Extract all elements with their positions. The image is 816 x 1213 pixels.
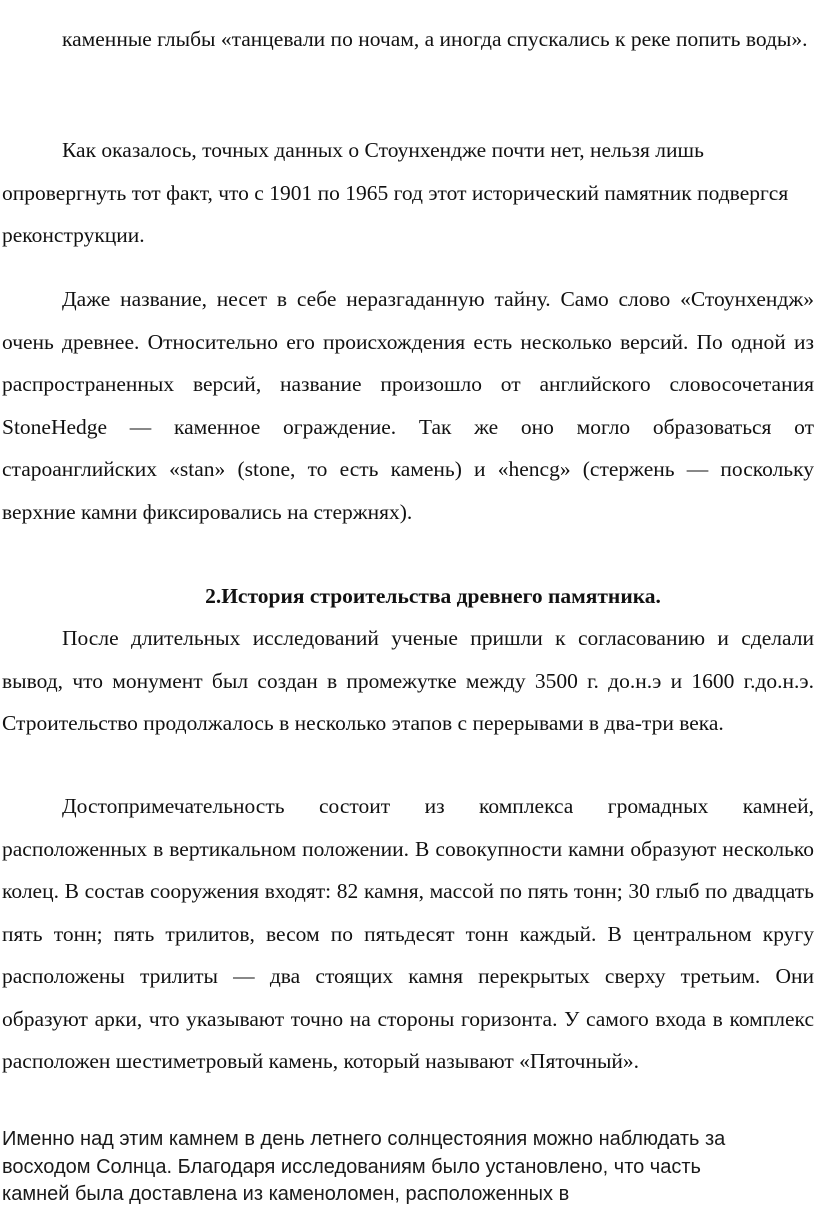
paragraph-dancing-stones: каменные глыбы «танцевали по ночам, а иногда спускались к реке попить воды».: [62, 27, 808, 51]
section-title: История строительства древнего памятника.: [221, 584, 661, 608]
paragraph-summer-solstice: [2, 1126, 814, 1209]
paragraph-name-origin: Даже название, несет в себе неразгаданную тайну. Само слово «Стоунхендж» очень древнее. Относительно его происхождения есть несколько версий. По одной из распространенных версий, название произошло от английского словосочетания StoneHedge — каменное ограждение. Так же оно могло образоваться от староанглийских «stan» (stone, то есть камень) и «hencg» (стержень — поскольку верхние камни фиксировались на стержнях).: [2, 287, 814, 524]
section-number: 2: [205, 584, 216, 608]
paragraph-stone-composition: Достопримечательность состоит из комплекса громадных камней, расположенных в вертикальном положении. В совокупности камни образуют несколько колец. В состав сооружения входят: 82 камня, массой по пять тонн; 30 глыб по двадцать пять тонн; пять трилитов, весом по пятьдесят тонн каждый. В центральном кругу расположены трилиты — два стоящих камня перекрытых сверху третьим. Они образуют арки, что указывают точно на стороны горизонта. У самого входа в комплекс расположен шестиметровый камень, который называют «Пяточный».: [2, 794, 814, 1073]
paragraph-line: восходом Солнца. Благодаря исследованиям было установлено, что часть: [2, 1155, 701, 1178]
paragraph-construction-dates: После длительных исследований ученые пришли к согласованию и сделали вывод, что монумент был создан в промежутке между 3500 г. до.н.э и 1600 г.до.н.э. Строительство продолжалось в несколько этапов с перерывами в два-три века.: [2, 626, 814, 735]
paragraph-line: Именно над этим камнем в день летнего солнцестояния можно наблюдать за: [2, 1128, 726, 1150]
section-number-separator: .: [215, 584, 222, 608]
paragraph-line: камней была доставлена из каменоломен, расположенных в: [2, 1183, 570, 1205]
paragraph-reconstruction: Как оказалось, точных данных о Стоунхендже почти нет, нельзя лишь опровергнуть тот факт, что с 1901 по 1965 год этот исторический памятник подвергся реконструкции.: [2, 138, 789, 247]
section-heading: [0, 575, 816, 617]
